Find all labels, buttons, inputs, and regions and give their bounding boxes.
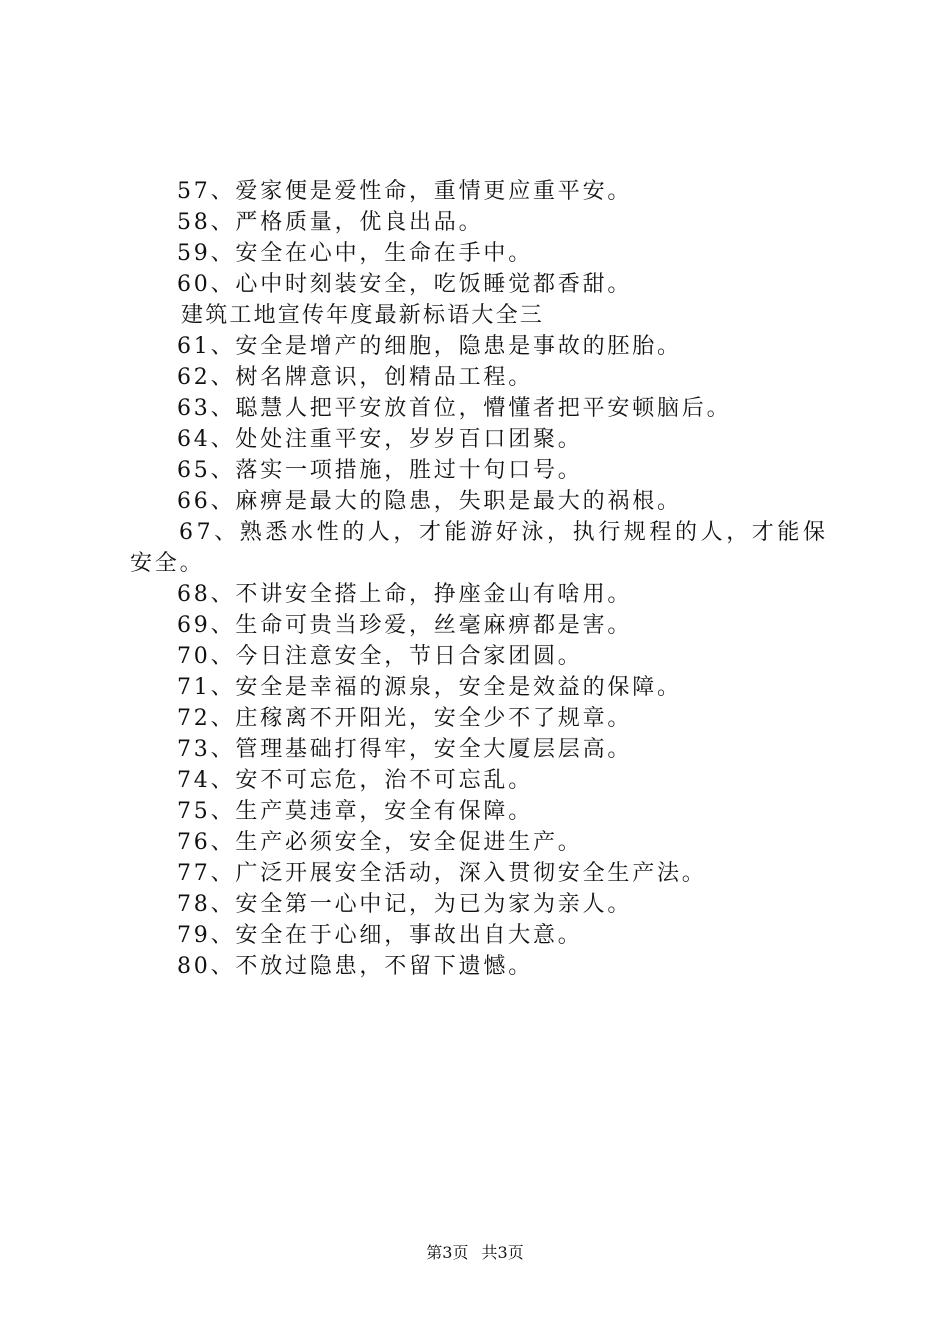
text-line: 63、聪慧人把平安放首位，懵懂者把平安顿脑后。 (177, 396, 732, 421)
text-line: 58、严格质量，优良出品。 (177, 210, 484, 235)
text-line: 77、广泛开展安全活动，深入贯彻安全生产法。 (177, 861, 707, 886)
text-line: 79、安全在于心细，事故出自大意。 (177, 923, 583, 948)
text-line: 78、安全第一心中记，为已为家为亲人。 (177, 892, 633, 917)
text-line: 65、落实一项措施，胜过十句口号。 (177, 458, 583, 483)
text-line: 57、爱家便是爱性命，重情更应重平安。 (177, 179, 633, 204)
text-line: 67、熟悉水性的人，才能游好泳，执行规程的人，才能保 (179, 520, 829, 545)
text-line: 61、安全是增产的细胞，隐患是事故的胚胎。 (177, 334, 682, 359)
text-line: 72、庄稼离不开阳光，安全少不了规章。 (177, 706, 633, 731)
text-line: 80、不放过隐患，不留下遗憾。 (177, 954, 533, 979)
text-line-continuation: 安全。 (130, 551, 205, 576)
page-number: 第3页 (426, 1243, 469, 1262)
text-line: 64、处处注重平安，岁岁百口团聚。 (177, 427, 583, 452)
text-line: 60、心中时刻装安全，吃饭睡觉都香甜。 (177, 272, 633, 297)
text-line: 76、生产必须安全，安全促进生产。 (177, 830, 583, 855)
text-line: 74、安不可忘危，治不可忘乱。 (177, 768, 533, 793)
text-line: 75、生产莫违章，安全有保障。 (177, 799, 533, 824)
text-line: 70、今日注意安全，节日合家团圆。 (177, 644, 583, 669)
document-body (130, 176, 850, 982)
text-line: 71、安全是幸福的源泉，安全是效益的保障。 (177, 675, 682, 700)
text-line: 73、管理基础打得牢，安全大厦层层高。 (177, 737, 633, 762)
text-line: 68、不讲安全搭上命，挣座金山有啥用。 (177, 582, 633, 607)
section-heading: 建筑工地宣传年度最新标语大全三 (181, 303, 545, 328)
text-line: 69、生命可贵当珍爱，丝毫麻痹都是害。 (177, 613, 633, 638)
page-total: 共3页 (481, 1243, 524, 1262)
page-footer (0, 1243, 950, 1263)
text-line: 59、安全在心中，生命在手中。 (177, 241, 533, 266)
text-line: 62、树名牌意识，创精品工程。 (177, 365, 533, 390)
text-line: 66、麻痹是最大的隐患，失职是最大的祸根。 (177, 489, 682, 514)
